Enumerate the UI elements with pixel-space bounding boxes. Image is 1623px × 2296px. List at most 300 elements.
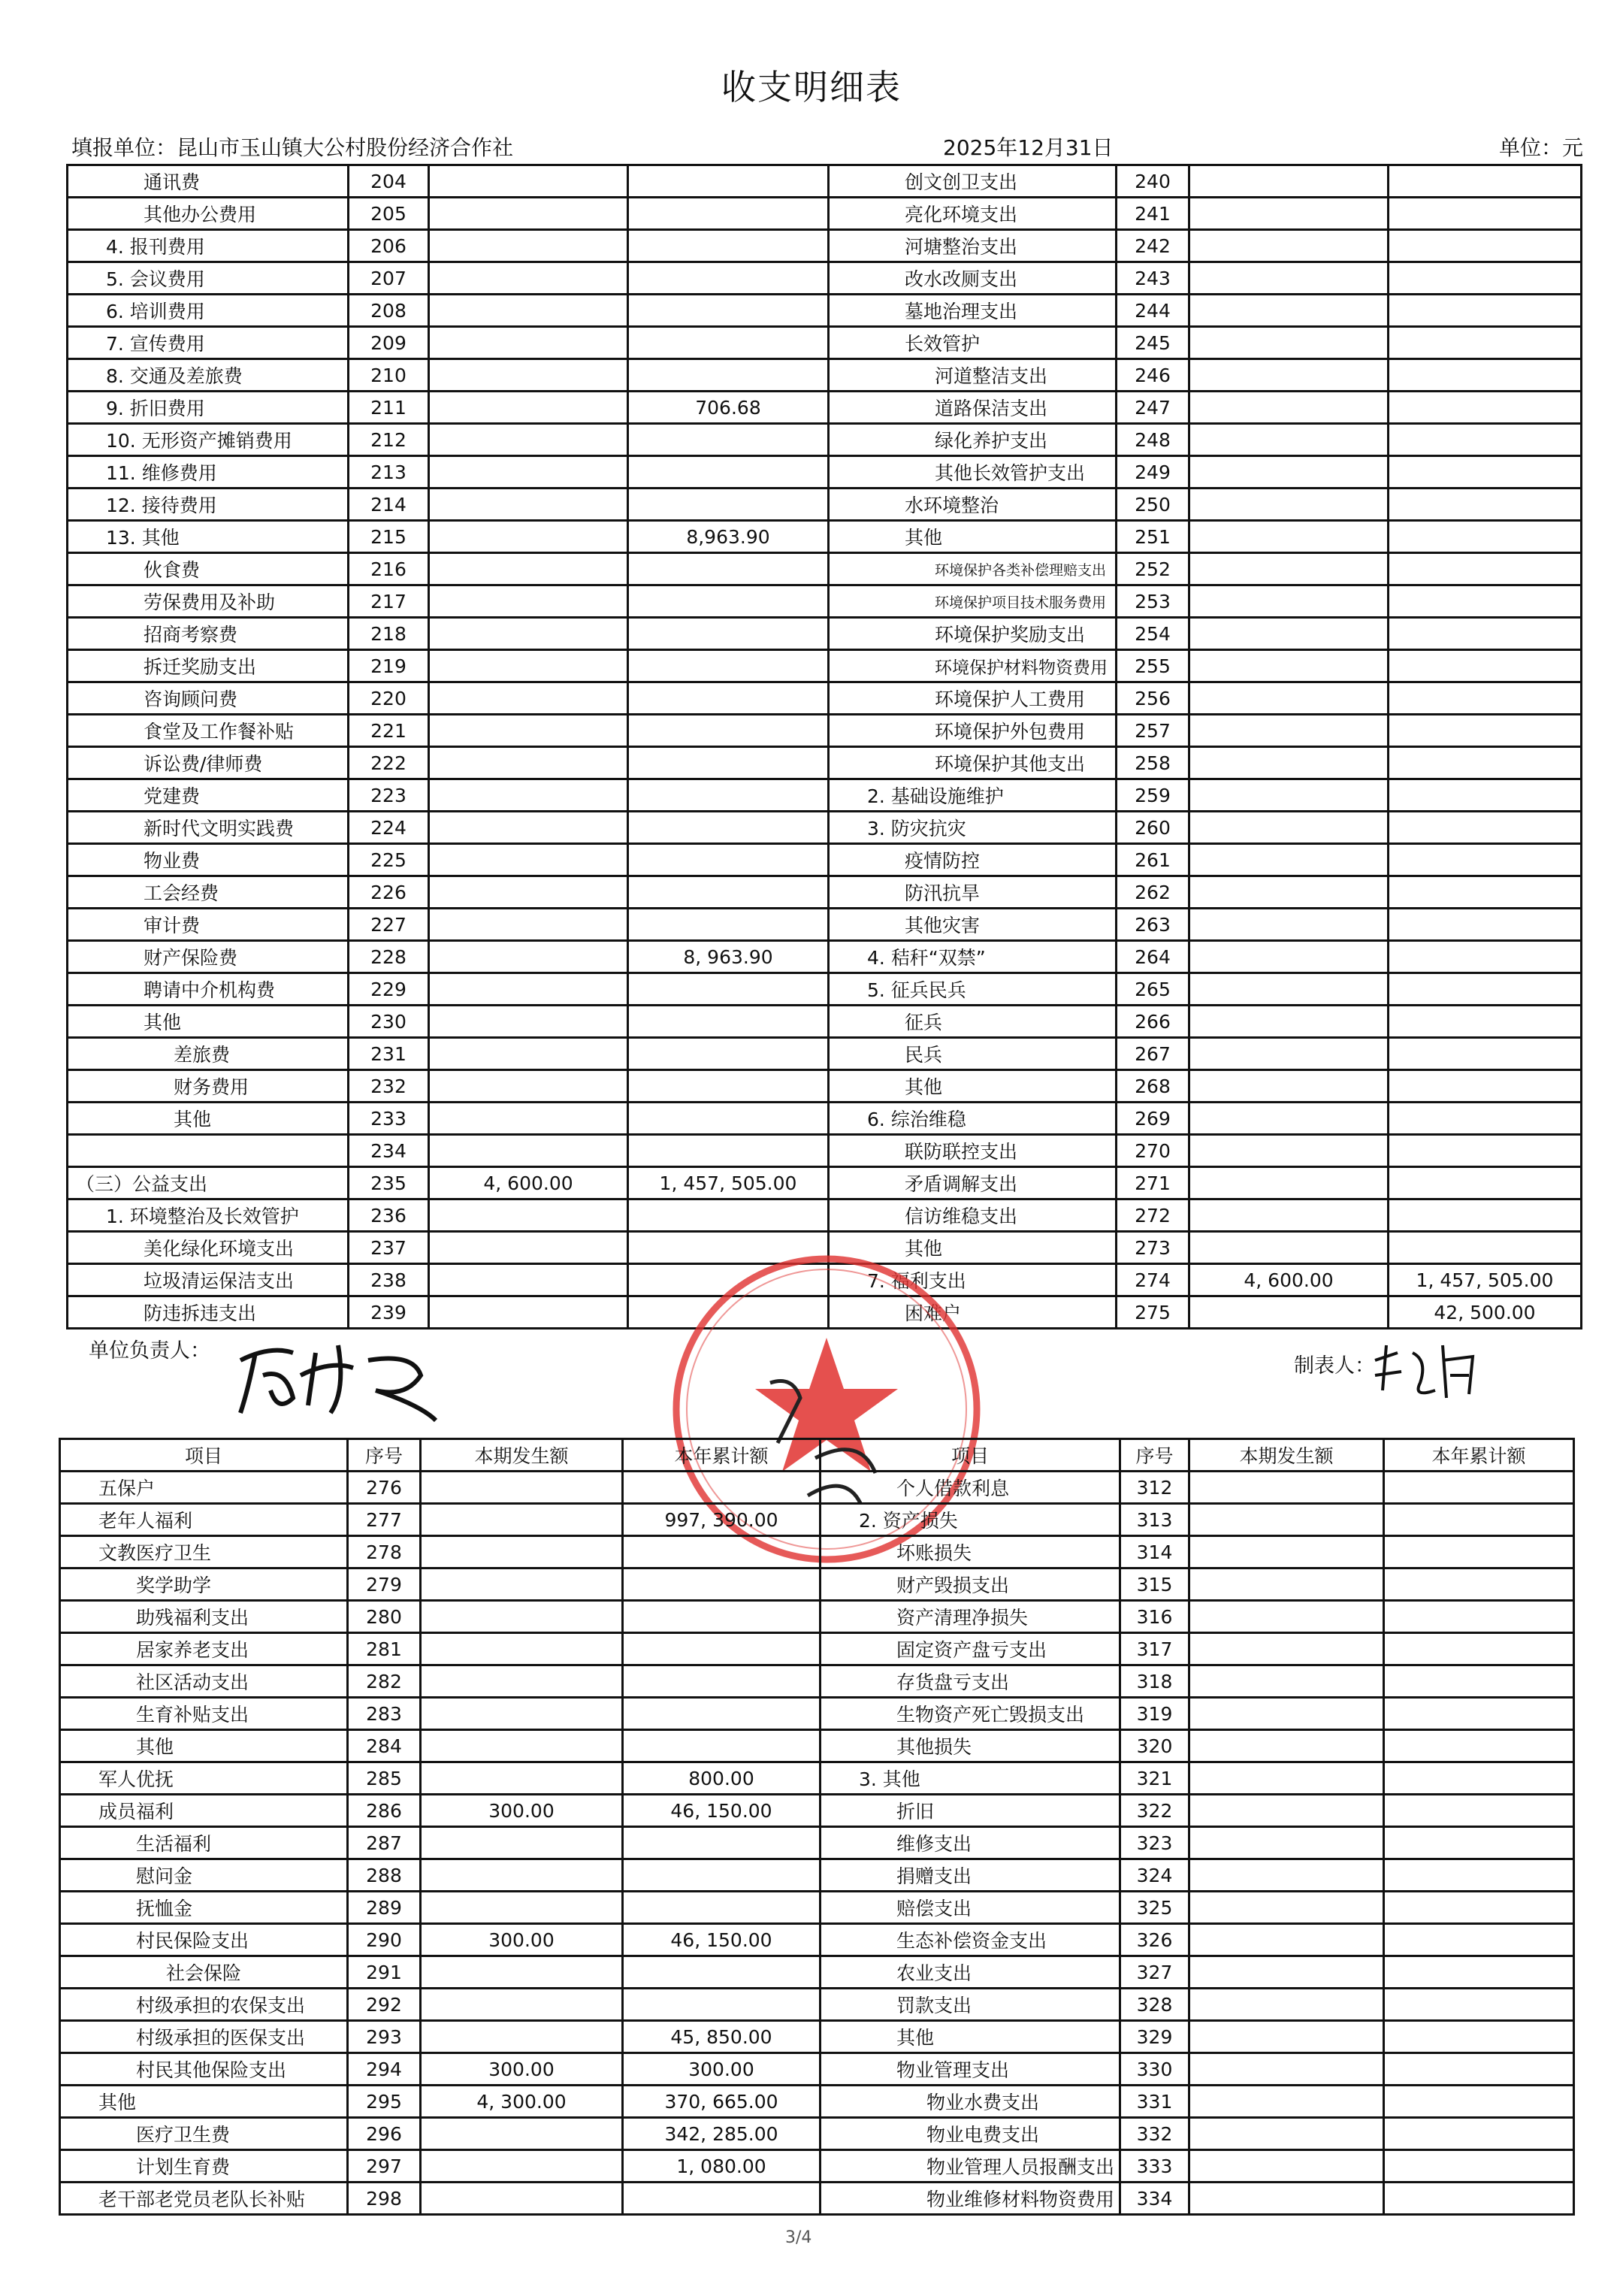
- current-period-amount: [1189, 909, 1389, 941]
- current-period-amount: [429, 909, 628, 941]
- item-label: 居家养老支出: [60, 1633, 348, 1665]
- table-row: [68, 844, 1582, 876]
- sequence-number: 320: [1120, 1730, 1189, 1762]
- year-to-date-amount: [628, 359, 829, 392]
- item-label: 4. 报刊费用: [68, 230, 349, 262]
- item-label: 13. 其他: [68, 521, 349, 553]
- item-label: 聘请中介机构费: [68, 973, 349, 1006]
- current-period-amount: [429, 876, 628, 909]
- sequence-number: 210: [349, 359, 429, 392]
- current-period-amount: [429, 456, 628, 489]
- sequence-number: 216: [349, 553, 429, 585]
- item-label: 拆迁奖励支出: [68, 650, 349, 682]
- current-period-amount: [1189, 1892, 1384, 1924]
- current-period-amount: [1189, 1956, 1384, 1989]
- sequence-number: 312: [1120, 1472, 1189, 1504]
- table-row: [68, 198, 1582, 230]
- year-to-date-amount: [1389, 682, 1582, 715]
- year-to-date-amount: [628, 230, 829, 262]
- column-header: 本年累计额: [1384, 1439, 1574, 1472]
- year-to-date-amount: 1, 080.00: [623, 2150, 821, 2183]
- table-row: [68, 521, 1582, 553]
- current-period-amount: [1189, 1827, 1384, 1859]
- sequence-number: 247: [1117, 392, 1189, 424]
- year-to-date-amount: [1384, 1827, 1574, 1859]
- item-label: 其他: [68, 1103, 349, 1135]
- sequence-number: 274: [1117, 1264, 1189, 1296]
- item-label: 医疗卫生费: [60, 2118, 348, 2150]
- year-to-date-amount: [628, 1006, 829, 1038]
- sequence-number: 252: [1117, 553, 1189, 585]
- year-to-date-amount: [1389, 521, 1582, 553]
- current-period-amount: [429, 618, 628, 650]
- unit-head-label: 单位负责人：: [89, 1339, 210, 1363]
- current-period-amount: [1189, 424, 1389, 456]
- year-to-date-amount: [623, 1827, 821, 1859]
- unit-head-signature: [225, 1330, 451, 1428]
- sequence-number: 211: [349, 392, 429, 424]
- sequence-number: 218: [349, 618, 429, 650]
- current-period-amount: [1189, 1601, 1384, 1633]
- year-to-date-amount: [628, 456, 829, 489]
- item-label: 6. 培训费用: [68, 295, 349, 327]
- item-label: 其他: [60, 1730, 348, 1762]
- page-number: 3/4: [785, 2228, 812, 2247]
- current-period-amount: [1189, 1730, 1384, 1762]
- sequence-number: 263: [1117, 909, 1189, 941]
- sequence-number: 333: [1120, 2150, 1189, 2183]
- year-to-date-amount: 8, 963.90: [628, 941, 829, 973]
- table-row: [68, 909, 1582, 941]
- year-to-date-amount: [628, 747, 829, 779]
- item-label: 环境保护外包费用: [829, 715, 1117, 747]
- table-row: [68, 812, 1582, 844]
- year-to-date-amount: [628, 553, 829, 585]
- sequence-number: 206: [349, 230, 429, 262]
- sequence-number: 318: [1120, 1665, 1189, 1698]
- current-period-amount: [421, 1762, 623, 1795]
- table-row: [68, 553, 1582, 585]
- item-label: 个人借款利息: [821, 1472, 1120, 1504]
- table-row: [60, 1956, 1574, 1989]
- sequence-number: 290: [348, 1924, 421, 1956]
- year-to-date-amount: [628, 844, 829, 876]
- current-period-amount: 300.00: [421, 2053, 623, 2086]
- year-to-date-amount: [1384, 1956, 1574, 1989]
- sequence-number: 326: [1120, 1924, 1189, 1956]
- year-to-date-amount: [1389, 424, 1582, 456]
- item-label: 招商考察费: [68, 618, 349, 650]
- item-label: 12. 接待费用: [68, 489, 349, 521]
- sequence-number: 241: [1117, 198, 1189, 230]
- sequence-number: 229: [349, 973, 429, 1006]
- sequence-number: 240: [1117, 165, 1189, 198]
- year-to-date-amount: [1384, 1698, 1574, 1730]
- year-to-date-amount: [1384, 1989, 1574, 2021]
- sequence-number: 224: [349, 812, 429, 844]
- item-label: 其他办公费用: [68, 198, 349, 230]
- year-to-date-amount: [628, 489, 829, 521]
- column-header: 本期发生额: [421, 1439, 623, 1472]
- item-label: 2. 资产损失: [821, 1504, 1120, 1536]
- item-label: 物业费: [68, 844, 349, 876]
- item-label: 物业电费支出: [821, 2118, 1120, 2150]
- sequence-number: 234: [349, 1135, 429, 1167]
- year-to-date-amount: [1384, 1472, 1574, 1504]
- item-label: 生物资产死亡毁损支出: [821, 1698, 1120, 1730]
- sequence-number: 262: [1117, 876, 1189, 909]
- year-to-date-amount: [628, 973, 829, 1006]
- sequence-number: 288: [348, 1859, 421, 1892]
- item-label: 差旅费: [68, 1038, 349, 1070]
- item-label: 财产毁损支出: [821, 1568, 1120, 1601]
- sequence-number: 287: [348, 1827, 421, 1859]
- item-label: 9. 折旧费用: [68, 392, 349, 424]
- sequence-number: 217: [349, 585, 429, 618]
- sequence-number: 255: [1117, 650, 1189, 682]
- sequence-number: 271: [1117, 1167, 1189, 1199]
- sequence-number: 225: [349, 844, 429, 876]
- sequence-number: 258: [1117, 747, 1189, 779]
- sequence-number: 297: [348, 2150, 421, 2183]
- current-period-amount: [421, 1859, 623, 1892]
- year-to-date-amount: 8,963.90: [628, 521, 829, 553]
- page-title: 收支明细表: [721, 67, 902, 107]
- year-to-date-amount: [1384, 1665, 1574, 1698]
- year-to-date-amount: [628, 650, 829, 682]
- year-to-date-amount: [623, 1859, 821, 1892]
- table-row: [68, 456, 1582, 489]
- sequence-number: 323: [1120, 1827, 1189, 1859]
- current-period-amount: [1189, 1232, 1389, 1264]
- sequence-number: 214: [349, 489, 429, 521]
- item-label: 其他灾害: [829, 909, 1117, 941]
- item-label: 坏账损失: [821, 1536, 1120, 1568]
- column-header: 序号: [348, 1439, 421, 1472]
- year-to-date-amount: 370, 665.00: [623, 2086, 821, 2118]
- item-label: 环境保护奖励支出: [829, 618, 1117, 650]
- item-label: 防汛抗旱: [829, 876, 1117, 909]
- table-row: [60, 1698, 1574, 1730]
- current-period-amount: [1189, 1006, 1389, 1038]
- table-row: [68, 1167, 1582, 1199]
- current-period-amount: [1189, 1296, 1389, 1329]
- item-label: 5. 征兵民兵: [829, 973, 1117, 1006]
- item-label: 1. 环境整治及长效管护: [68, 1199, 349, 1232]
- sequence-number: 227: [349, 909, 429, 941]
- item-label: 垃圾清运保洁支出: [68, 1264, 349, 1296]
- current-period-amount: [429, 521, 628, 553]
- current-period-amount: [1189, 844, 1389, 876]
- current-period-amount: [1189, 1199, 1389, 1232]
- current-period-amount: [1189, 262, 1389, 295]
- year-to-date-amount: [1389, 1199, 1582, 1232]
- table-row: [60, 1795, 1574, 1827]
- current-period-amount: [429, 650, 628, 682]
- table-row: [60, 1568, 1574, 1601]
- year-to-date-amount: [628, 585, 829, 618]
- table-row: [68, 682, 1582, 715]
- current-period-amount: [1189, 1070, 1389, 1103]
- year-to-date-amount: [628, 812, 829, 844]
- table-row: [68, 779, 1582, 812]
- year-to-date-amount: [1384, 1730, 1574, 1762]
- current-period-amount: [421, 1956, 623, 1989]
- item-label: 环境保护各类补偿理赔支出: [829, 553, 1117, 585]
- sequence-number: 223: [349, 779, 429, 812]
- current-period-amount: [429, 973, 628, 1006]
- item-label: 罚款支出: [821, 1989, 1120, 2021]
- year-to-date-amount: [623, 1568, 821, 1601]
- current-period-amount: [1189, 1665, 1384, 1698]
- current-period-amount: [1189, 1989, 1384, 2021]
- current-period-amount: [429, 1006, 628, 1038]
- sequence-number: 230: [349, 1006, 429, 1038]
- current-period-amount: [429, 1264, 628, 1296]
- current-period-amount: [1189, 1103, 1389, 1135]
- sequence-number: 265: [1117, 973, 1189, 1006]
- year-to-date-amount: [1384, 1633, 1574, 1665]
- item-label: 军人优抚: [60, 1762, 348, 1795]
- item-label: 创文创卫支出: [829, 165, 1117, 198]
- sequence-number: 317: [1120, 1633, 1189, 1665]
- item-label: 疫情防控: [829, 844, 1117, 876]
- item-label: 审计费: [68, 909, 349, 941]
- column-header: 本年累计额: [623, 1439, 821, 1472]
- table-row: [68, 747, 1582, 779]
- current-period-amount: 4, 600.00: [429, 1167, 628, 1199]
- item-label: 墓地治理支出: [829, 295, 1117, 327]
- sequence-number: 249: [1117, 456, 1189, 489]
- table-row: [68, 424, 1582, 456]
- sequence-number: 294: [348, 2053, 421, 2086]
- item-label: 8. 交通及差旅费: [68, 359, 349, 392]
- year-to-date-amount: [628, 295, 829, 327]
- year-to-date-amount: [628, 1103, 829, 1135]
- year-to-date-amount: 706.68: [628, 392, 829, 424]
- table-row: [68, 1103, 1582, 1135]
- item-label: 伙食费: [68, 553, 349, 585]
- sequence-number: 334: [1120, 2183, 1189, 2215]
- year-to-date-amount: [1389, 230, 1582, 262]
- current-period-amount: [1189, 682, 1389, 715]
- sequence-number: 322: [1120, 1795, 1189, 1827]
- item-label: 农业支出: [821, 1956, 1120, 1989]
- current-period-amount: [429, 747, 628, 779]
- year-to-date-amount: [1384, 1892, 1574, 1924]
- current-period-amount: [1189, 1568, 1384, 1601]
- item-label: 物业维修材料物资费用: [821, 2183, 1120, 2215]
- current-period-amount: [429, 295, 628, 327]
- sequence-number: 280: [348, 1601, 421, 1633]
- current-period-amount: [1189, 230, 1389, 262]
- current-period-amount: [421, 1601, 623, 1633]
- current-period-amount: [1189, 941, 1389, 973]
- year-to-date-amount: [1389, 1232, 1582, 1264]
- year-to-date-amount: [1384, 1504, 1574, 1536]
- table-row: [68, 295, 1582, 327]
- sequence-number: 273: [1117, 1232, 1189, 1264]
- year-to-date-amount: [628, 715, 829, 747]
- current-period-amount: [429, 262, 628, 295]
- item-label: 抚恤金: [60, 1892, 348, 1924]
- year-to-date-amount: [1389, 489, 1582, 521]
- year-to-date-amount: [1389, 262, 1582, 295]
- current-period-amount: [429, 1232, 628, 1264]
- table-row: [60, 2150, 1574, 2183]
- year-to-date-amount: [1384, 2183, 1574, 2215]
- year-to-date-amount: [623, 1730, 821, 1762]
- report-date: 2025年12月31日: [943, 135, 1114, 160]
- current-period-amount: [429, 1070, 628, 1103]
- sequence-number: 325: [1120, 1892, 1189, 1924]
- table-row: [68, 650, 1582, 682]
- item-label: 资产清理净损失: [821, 1601, 1120, 1633]
- sequence-number: 237: [349, 1232, 429, 1264]
- current-period-amount: [421, 1472, 623, 1504]
- sequence-number: 295: [348, 2086, 421, 2118]
- year-to-date-amount: [628, 424, 829, 456]
- item-label: 物业水费支出: [821, 2086, 1120, 2118]
- year-to-date-amount: [1389, 1070, 1582, 1103]
- item-label: 矛盾调解支出: [829, 1167, 1117, 1199]
- current-period-amount: [429, 585, 628, 618]
- sequence-number: 292: [348, 1989, 421, 2021]
- sequence-number: 285: [348, 1762, 421, 1795]
- current-period-amount: [1189, 812, 1389, 844]
- sequence-number: 243: [1117, 262, 1189, 295]
- item-label: 村级承担的医保支出: [60, 2021, 348, 2053]
- year-to-date-amount: [1384, 2021, 1574, 2053]
- year-to-date-amount: [628, 198, 829, 230]
- sequence-number: 257: [1117, 715, 1189, 747]
- item-label: 食堂及工作餐补贴: [68, 715, 349, 747]
- sequence-number: 284: [348, 1730, 421, 1762]
- year-to-date-amount: [623, 1536, 821, 1568]
- sequence-number: 215: [349, 521, 429, 553]
- current-period-amount: [421, 1504, 623, 1536]
- year-to-date-amount: 45, 850.00: [623, 2021, 821, 2053]
- current-period-amount: [429, 359, 628, 392]
- sequence-number: 329: [1120, 2021, 1189, 2053]
- table-row: [60, 1472, 1574, 1504]
- sequence-number: 330: [1120, 2053, 1189, 2086]
- current-period-amount: 4, 300.00: [421, 2086, 623, 2118]
- year-to-date-amount: [1389, 941, 1582, 973]
- year-to-date-amount: [1389, 909, 1582, 941]
- item-label: 其他: [829, 521, 1117, 553]
- table-row: [68, 392, 1582, 424]
- table-row: [60, 1536, 1574, 1568]
- item-label: 绿化养护支出: [829, 424, 1117, 456]
- table-row: [60, 1665, 1574, 1698]
- item-label: 文教医疗卫生: [60, 1536, 348, 1568]
- sequence-number: 281: [348, 1633, 421, 1665]
- table-row: [68, 230, 1582, 262]
- sequence-number: 293: [348, 2021, 421, 2053]
- year-to-date-amount: [1389, 812, 1582, 844]
- sequence-number: 226: [349, 876, 429, 909]
- sequence-number: 279: [348, 1568, 421, 1601]
- item-label: 村民其他保险支出: [60, 2053, 348, 2086]
- sequence-number: 220: [349, 682, 429, 715]
- current-period-amount: [421, 2150, 623, 2183]
- table-row: [68, 1006, 1582, 1038]
- year-to-date-amount: [1389, 198, 1582, 230]
- current-period-amount: [1189, 876, 1389, 909]
- current-period-amount: [421, 1665, 623, 1698]
- table-row: [68, 585, 1582, 618]
- current-period-amount: [1189, 650, 1389, 682]
- current-period-amount: [1189, 585, 1389, 618]
- item-label: 奖学助学: [60, 1568, 348, 1601]
- sequence-number: 236: [349, 1199, 429, 1232]
- sequence-number: 264: [1117, 941, 1189, 973]
- current-period-amount: [421, 2183, 623, 2215]
- item-label: 6. 综治维稳: [829, 1103, 1117, 1135]
- table-row: [60, 1762, 1574, 1795]
- current-period-amount: [1189, 2150, 1384, 2183]
- reporting-unit: 填报单位：昆山市玉山镇大公村股份经济合作社: [71, 135, 514, 160]
- item-label: 7. 福利支出: [829, 1264, 1117, 1296]
- currency-unit: 单位：元: [1499, 135, 1584, 160]
- year-to-date-amount: [628, 262, 829, 295]
- year-to-date-amount: [1384, 1568, 1574, 1601]
- item-label: 道路保洁支出: [829, 392, 1117, 424]
- table-row: [60, 1601, 1574, 1633]
- item-label: 环境保护人工费用: [829, 682, 1117, 715]
- current-period-amount: [1189, 2053, 1384, 2086]
- year-to-date-amount: [628, 1135, 829, 1167]
- current-period-amount: [1189, 456, 1389, 489]
- current-period-amount: [421, 2118, 623, 2150]
- item-label: 生态补偿资金支出: [821, 1924, 1120, 1956]
- year-to-date-amount: 46, 150.00: [623, 1924, 821, 1956]
- sequence-number: 270: [1117, 1135, 1189, 1167]
- year-to-date-amount: [628, 327, 829, 359]
- item-label: 社区活动支出: [60, 1665, 348, 1698]
- year-to-date-amount: [623, 1472, 821, 1504]
- current-period-amount: [429, 198, 628, 230]
- year-to-date-amount: [1389, 359, 1582, 392]
- current-period-amount: [429, 812, 628, 844]
- item-label: 党建费: [68, 779, 349, 812]
- table-row: [68, 262, 1582, 295]
- item-label: 2. 基础设施维护: [829, 779, 1117, 812]
- item-label: 其他: [829, 1232, 1117, 1264]
- year-to-date-amount: [628, 165, 829, 198]
- current-period-amount: [1189, 359, 1389, 392]
- year-to-date-amount: [1389, 747, 1582, 779]
- year-to-date-amount: 800.00: [623, 1762, 821, 1795]
- year-to-date-amount: [623, 1698, 821, 1730]
- year-to-date-amount: [1389, 618, 1582, 650]
- sequence-number: 266: [1117, 1006, 1189, 1038]
- item-label: 其他损失: [821, 1730, 1120, 1762]
- current-period-amount: [1189, 618, 1389, 650]
- current-period-amount: [1189, 1924, 1384, 1956]
- item-label: 其他长效管护支出: [829, 456, 1117, 489]
- table-row: [60, 1859, 1574, 1892]
- item-label: 咨询顾问费: [68, 682, 349, 715]
- current-period-amount: [429, 553, 628, 585]
- current-period-amount: [1189, 1038, 1389, 1070]
- bottom-detail-table: [59, 1438, 1575, 2216]
- sequence-number: 269: [1117, 1103, 1189, 1135]
- sequence-number: 283: [348, 1698, 421, 1730]
- current-period-amount: [421, 1568, 623, 1601]
- item-label: 村级承担的农保支出: [60, 1989, 348, 2021]
